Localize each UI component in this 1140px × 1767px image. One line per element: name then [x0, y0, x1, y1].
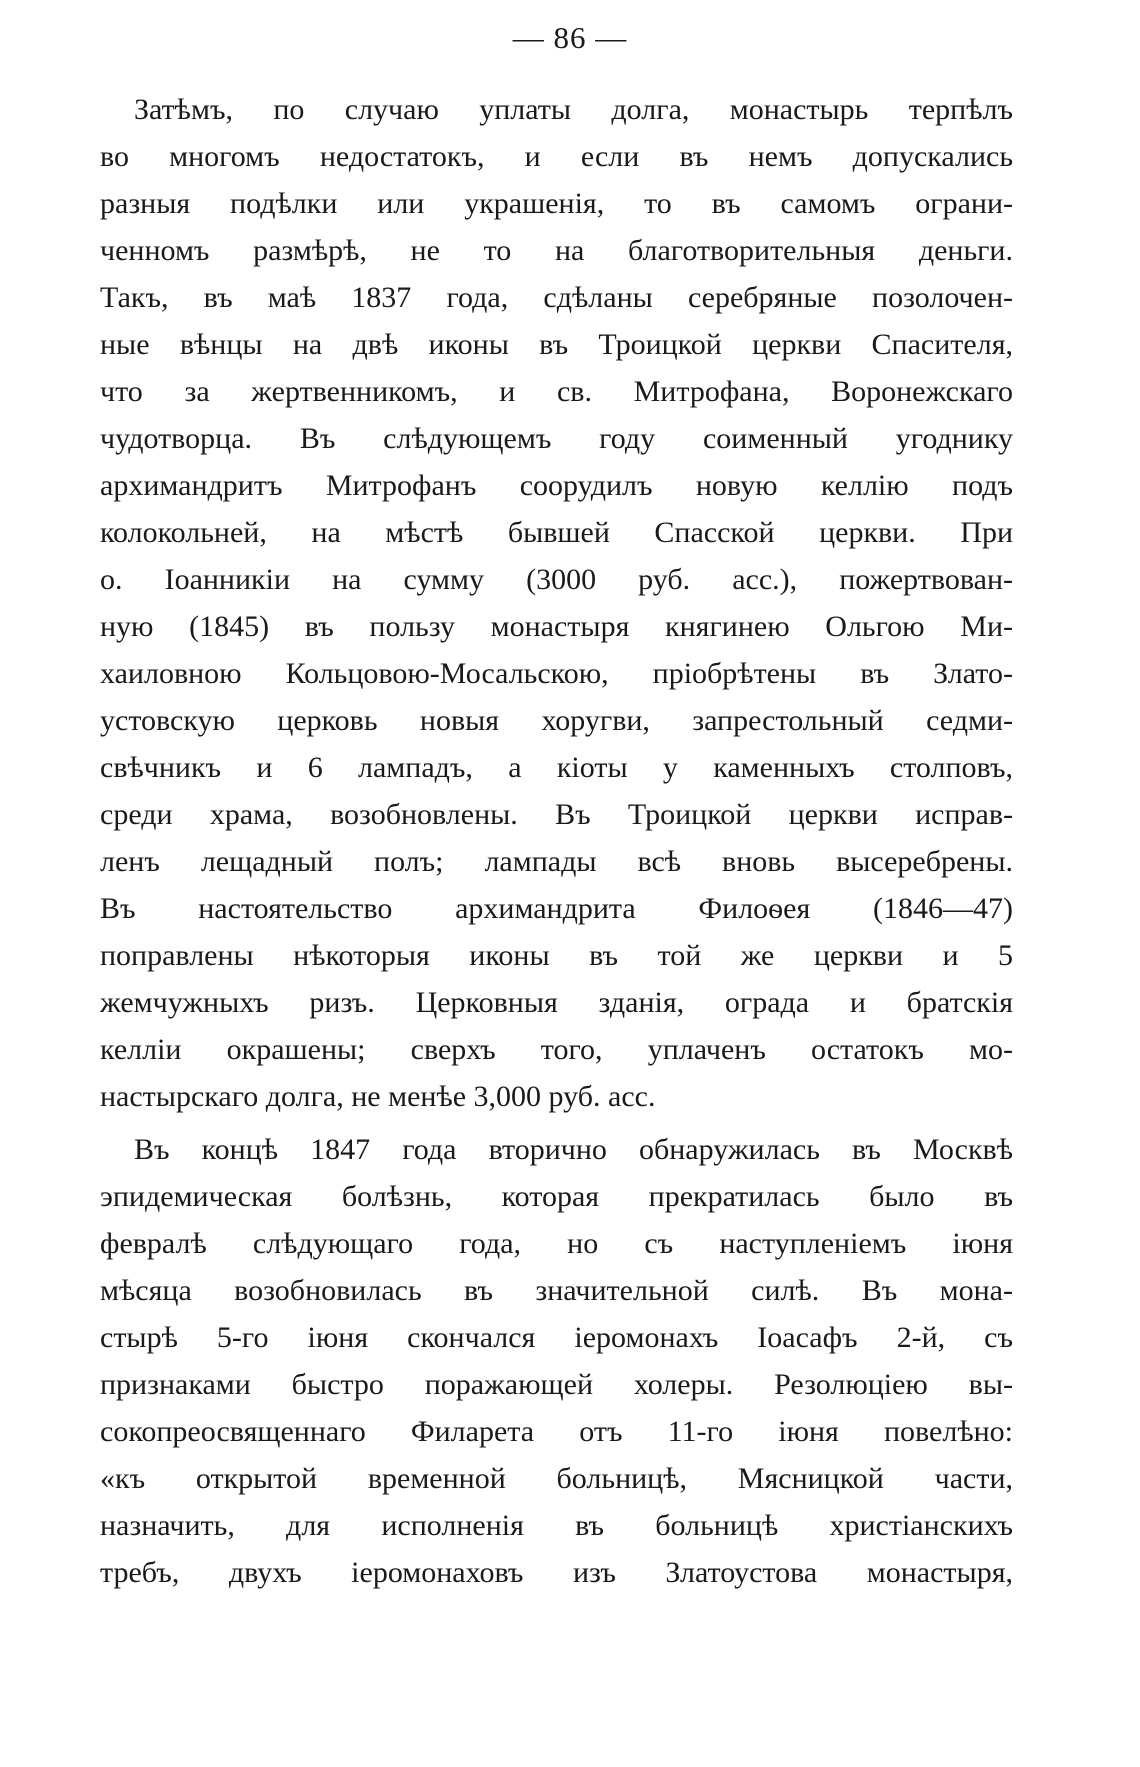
text-line: хаиловною Кольцовою-Мосальскою, пріобрѣтены въ Злато- — [100, 657, 1013, 690]
text-line: «къ открытой временной больницѣ, Мясницкой части, — [100, 1462, 1013, 1495]
text-line: Въ настоятельство архимандрита Филоѳея (1846—47) — [100, 892, 1013, 925]
text-line: чудотворца. Въ слѣдующемъ году соименный угоднику — [100, 422, 1013, 455]
text-line: настырскаго долга, не менѣе 3,000 руб. асс. — [100, 1080, 656, 1113]
body-text — [100, 86, 1013, 1596]
text-line: назначить, для исполненія въ больницѣ христіанскихъ — [100, 1509, 1013, 1542]
text-line: требъ, двухъ іеромонаховъ изъ Златоустова монастыря, — [100, 1556, 1013, 1589]
text-line: ченномъ размѣрѣ, не то на благотворительныя деньги. — [100, 234, 1013, 267]
text-line: сокопреосвященнаго Филарета отъ 11-го іюня повелѣно: — [100, 1415, 1013, 1448]
text-line: среди храма, возобновлены. Въ Троицкой церкви исправ- — [100, 798, 1013, 831]
text-line: архимандритъ Митрофанъ соорудилъ новую келлію подъ — [100, 469, 1013, 502]
text-line: стырѣ 5-го іюня скончался іеромонахъ Іоасафъ 2-й, съ — [100, 1321, 1013, 1354]
text-line: мѣсяца возобновилась въ значительной силѣ. Въ мона- — [100, 1274, 1013, 1307]
text-line: разныя подѣлки или украшенія, то въ самомъ ограни- — [100, 187, 1013, 220]
text-line: Въ концѣ 1847 года вторично обнаружилась въ Москвѣ — [134, 1133, 1013, 1166]
text-line: признаками быстро поражающей холеры. Резолюціею вы- — [100, 1368, 1013, 1401]
text-line: поправлены нѣкоторыя иконы въ той же церкви и 5 — [100, 939, 1013, 972]
text-line: колокольней, на мѣстѣ бывшей Спасской церкви. При — [100, 516, 1013, 549]
text-line: Такъ, въ маѣ 1837 года, сдѣланы серебряные позолочен- — [100, 281, 1013, 314]
text-line: о. Іоанникіи на сумму (3000 руб. асс.), пожертвован- — [100, 563, 1013, 596]
text-line: ленъ лещадный полъ; лампады всѣ вновь высеребрены. — [100, 845, 1013, 878]
text-line: жемчужныхъ ризъ. Церковныя зданія, ограда и братскія — [100, 986, 1013, 1019]
text-line: ную (1845) въ пользу монастыря княгинею Ольгою Ми- — [100, 610, 1013, 643]
text-line: во многомъ недостатокъ, и если въ немъ допускались — [100, 140, 1013, 173]
text-line: свѣчникъ и 6 лампадъ, а кіоты у каменныхъ столповъ, — [100, 751, 1013, 784]
text-line: февралѣ слѣдующаго года, но съ наступленіемъ іюня — [100, 1227, 1013, 1260]
text-line: устовскую церковь новыя хоругви, запрестольный седми- — [100, 704, 1013, 737]
page-number: — 86 — — [512, 20, 628, 55]
paragraph-1 — [100, 86, 1013, 1120]
text-line: что за жертвенникомъ, и св. Митрофана, Воронежскаго — [100, 375, 1013, 408]
text-line: ные вѣнцы на двѣ иконы въ Троицкой церкви Спасителя, — [100, 328, 1013, 361]
paragraph-2 — [100, 1126, 1013, 1596]
text-line: Затѣмъ, по случаю уплаты долга, монастырь терпѣлъ — [134, 93, 1013, 126]
text-line: эпидемическая болѣзнь, которая прекратилась было въ — [100, 1180, 1013, 1213]
text-line: келліи окрашены; сверхъ того, уплаченъ остатокъ мо- — [100, 1033, 1013, 1066]
